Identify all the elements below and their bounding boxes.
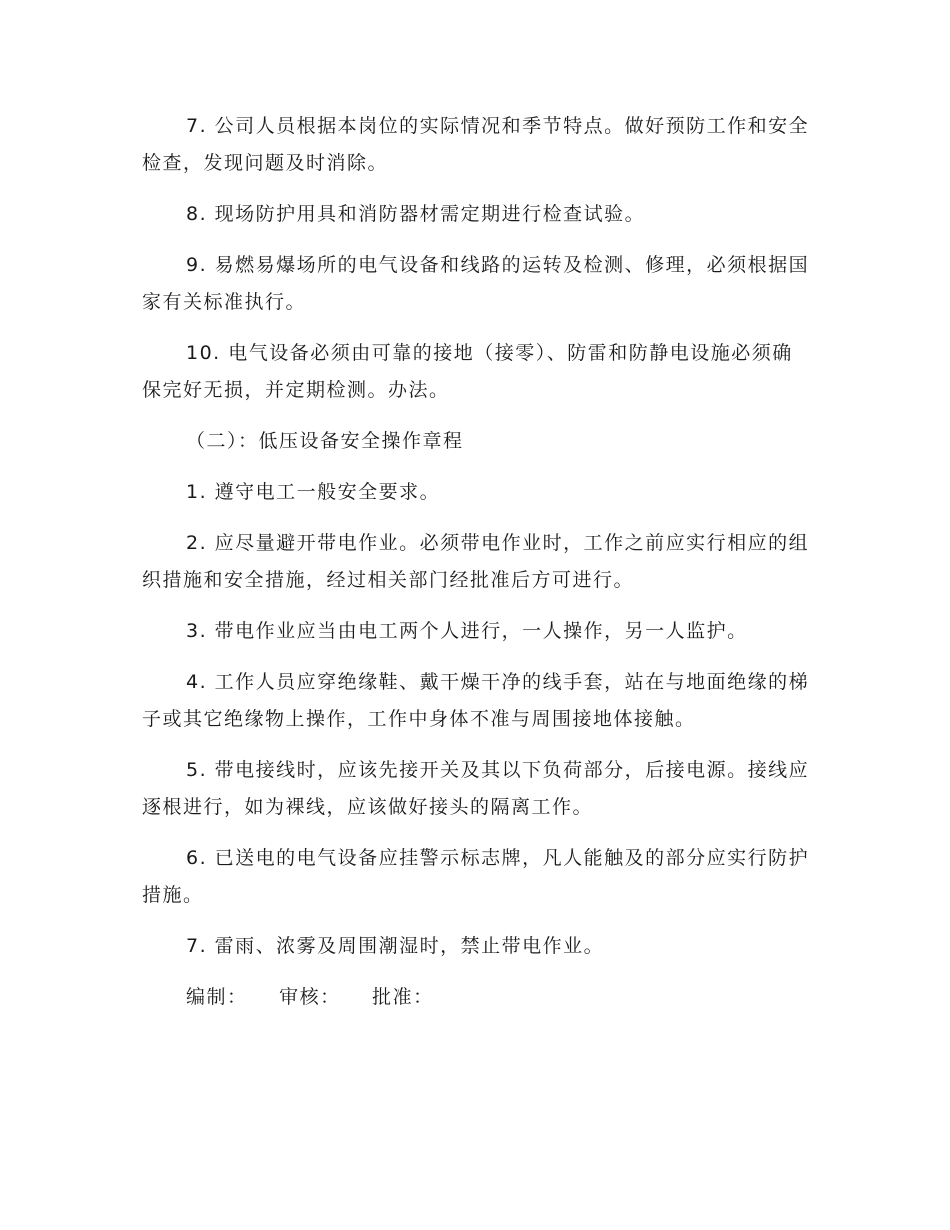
paragraph-item-10-grounding: 10. 电气设备必须由可靠的接地（接零）、防雷和防静电设施必须确保完好无损，并定期检测。办法。 [142, 342, 793, 401]
signoff-line [142, 979, 810, 1016]
paragraph-item-7-prevention: 7. 公司人员根据本岗位的实际情况和季节特点。做好预防工作和安全检查，发现问题及时消除。 [142, 115, 810, 174]
section-heading-low-voltage: （二）：低压设备安全操作章程 [186, 430, 464, 452]
paragraph-item-8-equipment-check: 8. 现场防护用具和消防器材需定期进行检查试验。 [186, 203, 646, 225]
paragraph-item-5-wiring: 5. 带电接线时，应该先接开关及其以下负荷部分，后接电源。接线应逐根进行，如为裸线，应该做好接头的隔离工作。 [142, 759, 810, 818]
paragraph-item-2-avoid-live-work: 2. 应尽量避开带电作业。必须带电作业时，工作之前应实行相应的组织措施和安全措施，经过相关部门经批准后方可进行。 [142, 532, 810, 591]
signoff-reviewed: 审核： [279, 986, 341, 1008]
document-body [142, 108, 810, 1016]
paragraph-item-1-general-rules: 1. 遵守电工一般安全要求。 [186, 481, 441, 503]
signoff-approved: 批准： [372, 986, 434, 1008]
paragraph-item-9-explosive-areas: 9. 易燃易爆场所的电气设备和线路的运转及检测、修理，必须根据国家有关标准执行。 [142, 254, 810, 313]
paragraph-item-4-insulation: 4. 工作人员应穿绝缘鞋、戴干燥干净的线手套，站在与地面绝缘的梯子或其它绝缘物上操作，工作中身体不准与周围接地体接触。 [142, 671, 810, 730]
paragraph-item-7-weather: 7. 雷雨、浓雾及周围潮湿时，禁止带电作业。 [186, 935, 605, 957]
signoff-prepared: 编制： [186, 986, 248, 1008]
paragraph-item-6-warning-signs: 6. 已送电的电气设备应挂警示标志牌，凡人能触及的部分应实行防护措施。 [142, 847, 810, 906]
paragraph-item-3-two-person: 3. 带电作业应当由电工两个人进行，一人操作，另一人监护。 [186, 620, 748, 642]
